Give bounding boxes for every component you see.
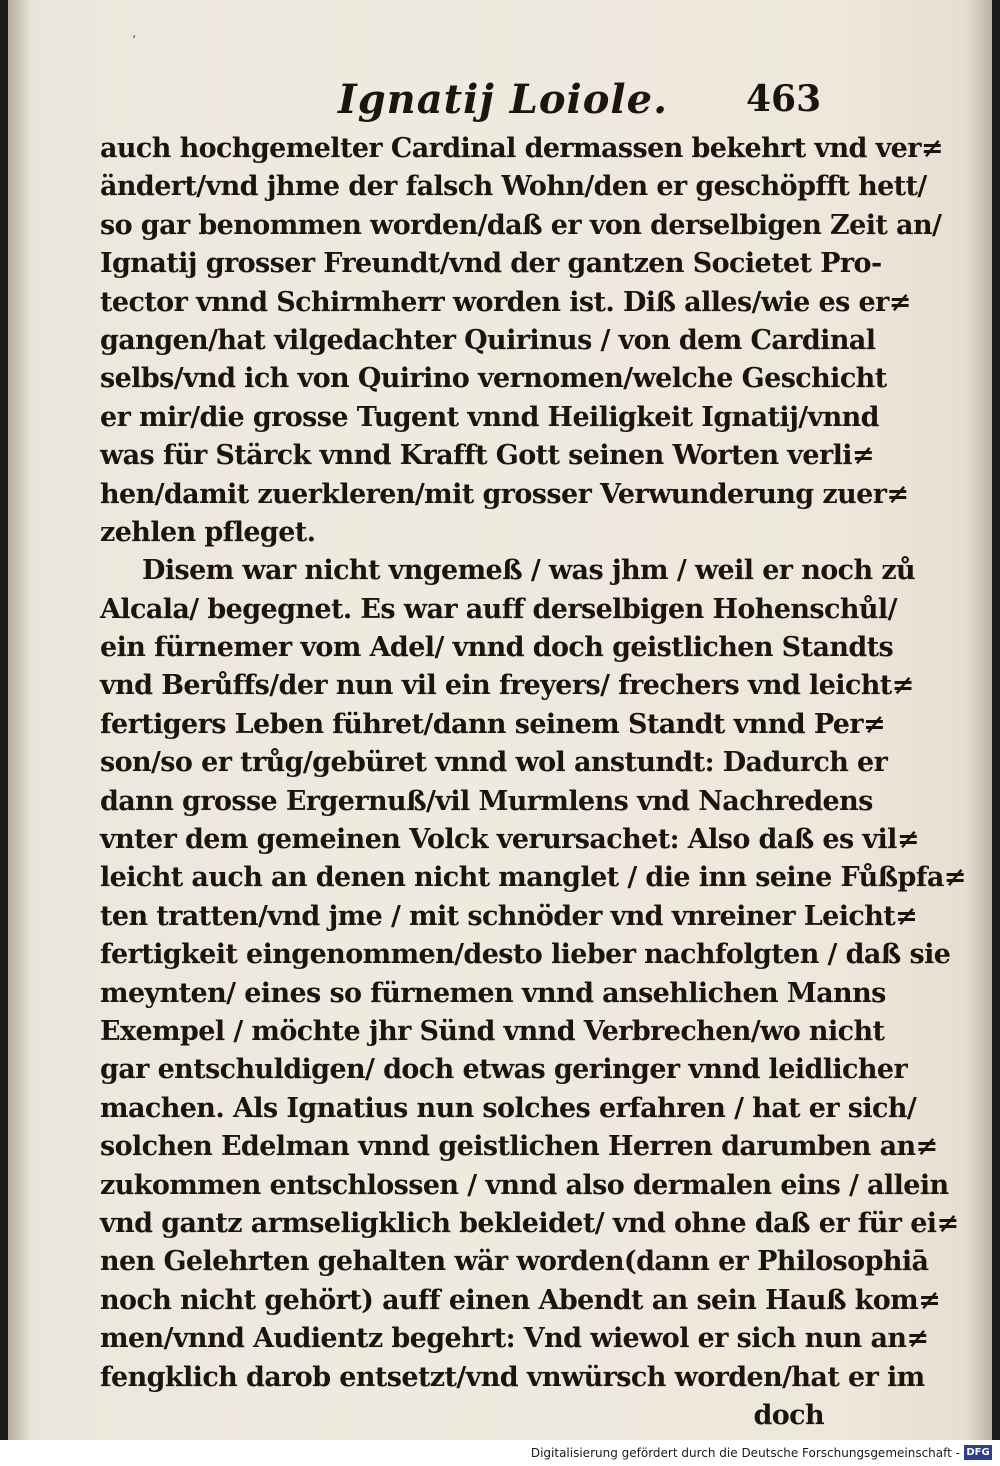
footer-bar	[0, 1440, 1000, 1466]
text-line: vnd Berůffs/der nun vil ein freyers/ frechers vnd leicht≠	[100, 670, 914, 702]
text-line: ein fürnemer vom Adel/ vnnd doch geistlichen Standts	[100, 632, 894, 664]
text-line: ten tratten/vnd jme / mit schnöder vnd vnreiner Leicht≠	[100, 900, 918, 932]
text-line: so gar benommen worden/daß er von derselbigen Zeit an/	[100, 209, 942, 241]
text-line: vnter dem gemeinen Volck verursachet: Also daß es vil≠	[100, 824, 919, 856]
text-line: men/vnnd Audientz begehrt: Vnd wiewol er sich nun an≠	[100, 1323, 929, 1355]
funding-credit: Digitalisierung gefördert durch die Deutsche Forschungsgemeinschaft -	[530, 1446, 960, 1460]
text-line: leicht auch an denen nicht manglet / die inn seine Fůßpfa≠	[100, 862, 966, 894]
text-line-paragraph-start: Disem war nicht vngemeß / was jhm / weil er noch zů	[142, 555, 916, 587]
text-line: dann grosse Ergernuß/vil Murmlens vnd Nachredens	[100, 785, 873, 817]
text-line: noch nicht gehört) auff einen Abendt an sein Hauß kom≠	[100, 1284, 941, 1316]
text-line: tector vnnd Schirmherr worden ist. Diß alles/wie es er≠	[100, 286, 911, 318]
text-line: zukommen entschlossen / vnnd also dermalen eins / allein	[100, 1169, 949, 1201]
corner-mark: ʻ	[132, 33, 136, 47]
text-line: Ignatij grosser Freundt/vnd der gantzen Societet Pro-	[100, 248, 882, 280]
page-number: 463	[746, 78, 822, 120]
text-line-paragraph-end: zehlen pfleget.	[100, 516, 316, 548]
text-line: selbs/vnd ich von Quirino vernomen/welche Geschicht	[100, 363, 887, 395]
text-line: Exempel / möchte jhr Sünd vnnd Verbrechen/wo nicht	[100, 1015, 885, 1047]
text-line: was für Stärck vnnd Krafft Gott seinen Worten verli≠	[100, 440, 874, 472]
dfg-logo: DFG	[964, 1445, 992, 1460]
text-line: Alcala/ begegnet. Es war auff derselbigen Hohenschůl/	[100, 593, 897, 625]
text-line: fertigkeit eingenommen/desto lieber nachfolgten / daß sie	[100, 939, 951, 971]
text-line: son/so er trůg/gebüret vnnd wol anstundt: Dadurch er	[100, 747, 888, 779]
text-line: meynten/ eines so fürnemen vnnd ansehlichen Manns	[100, 977, 886, 1009]
text-line: er mir/die grosse Tugent vnnd Heiligkeit Ignatij/vnnd	[100, 401, 879, 433]
text-line: fertigers Leben führet/dann seinem Standt vnnd Per≠	[100, 708, 886, 740]
text-line: gangen/hat vilgedachter Quirinus / von dem Cardinal	[100, 324, 876, 356]
text-line: gar entschuldigen/ doch etwas geringer vnnd leidlicher	[100, 1054, 908, 1086]
body-text	[100, 130, 966, 1435]
text-line: ändert/vnd jhme der falsch Wohn/den er geschöpfft hett/	[100, 171, 927, 203]
running-head	[98, 70, 822, 130]
catchword: doch	[753, 1399, 824, 1431]
text-line: hen/damit zuerkleren/mit grosser Verwunderung zuer≠	[100, 478, 909, 510]
book-page	[8, 0, 992, 1440]
text-line: vnd gantz armseligklich bekleidet/ vnd ohne daß er für ei≠	[100, 1207, 959, 1239]
text-line: machen. Als Ignatius nun solches erfahren / hat er sich/	[100, 1092, 917, 1124]
text-line: nen Gelehrten gehalten wär worden(dann er Philosophiā	[100, 1246, 929, 1278]
text-line: solchen Edelman vnnd geistlichen Herren darumben an≠	[100, 1131, 938, 1163]
text-line: fengklich darob entsetzt/vnd vnwürsch worden/hat er im	[100, 1361, 925, 1393]
text-line: auch hochgemelter Cardinal dermassen bekehrt vnd ver≠	[100, 133, 943, 164]
running-head-title: Ignatij Loiole.	[338, 76, 668, 123]
